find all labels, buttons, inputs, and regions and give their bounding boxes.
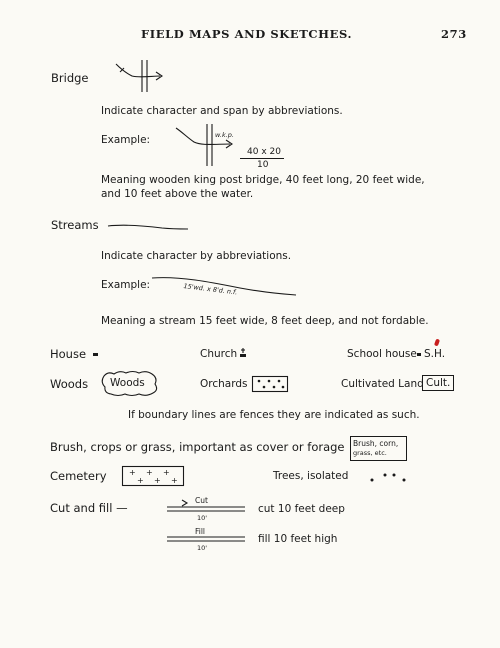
streams-instruction: Indicate character by abbreviations. <box>101 250 292 262</box>
bridge-meaning-line2: and 10 feet above the water. <box>101 188 254 200</box>
streams-meaning: Meaning a stream 15 feet wide, 8 feet deep, and not fordable. <box>101 315 429 327</box>
svg-text:+: + <box>154 476 161 485</box>
cultivated-land-label: Cultivated Land <box>341 378 424 390</box>
stream-abbreviation: 15'wd. x 8'd. n.f. <box>183 282 238 297</box>
cut-word: Cut <box>195 496 208 505</box>
fill-word: Fill <box>195 527 206 536</box>
svg-text:+: + <box>171 476 178 485</box>
svg-text:+: + <box>163 468 170 477</box>
bridge-instruction: Indicate character and span by abbreviations. <box>101 105 343 117</box>
page-number: 273 <box>441 27 467 41</box>
isolated-trees-icon <box>368 470 410 486</box>
orchards-label: Orchards <box>200 378 248 390</box>
cemetery-symbol-icon <box>122 466 184 486</box>
streams-example-label: Example: <box>101 279 151 291</box>
woods-symbol-text: Woods <box>110 377 145 389</box>
bridge-example-icon <box>172 122 252 168</box>
svg-text:+: + <box>137 476 144 485</box>
cut-depth: 10' <box>197 514 208 522</box>
bridge-symbol-icon <box>110 58 170 94</box>
page-title: FIELD MAPS AND SKETCHES. <box>141 27 353 41</box>
church-label: Church <box>200 348 238 360</box>
school-house-label: School house <box>347 348 417 360</box>
woods-label: Woods <box>50 377 89 391</box>
streams-label: Streams <box>51 218 99 232</box>
bridge-label: Bridge <box>51 71 89 85</box>
trees-isolated-label: Trees, isolated <box>273 470 349 482</box>
house-icon <box>93 353 98 356</box>
school-house-icon <box>417 353 421 356</box>
bridge-fraction-top: 40 x 20 <box>247 147 281 157</box>
orchard-symbol-icon <box>252 376 288 392</box>
cultivated-symbol-icon: Cult. <box>422 375 454 391</box>
bridge-abbreviation: w.k.p. <box>215 131 234 139</box>
school-house-abbr: S.H. <box>424 348 446 360</box>
bridge-example-label: Example: <box>101 134 151 146</box>
bridge-meaning-line1: Meaning wooden king post bridge, 40 feet long, 20 feet wide, <box>101 174 425 186</box>
brush-label: Brush, crops or grass, important as cover or forage <box>50 440 345 454</box>
house-label: House <box>50 347 87 361</box>
church-icon <box>239 348 247 358</box>
fill-height: 10' <box>197 544 208 552</box>
red-mark <box>434 339 440 347</box>
brush-symbol-line1: Brush, corn, <box>353 439 399 448</box>
fraction-bar <box>240 158 284 159</box>
cut-meaning: cut 10 feet deep <box>258 503 345 515</box>
boundary-note: If boundary lines are fences they are indicated as such. <box>128 409 420 421</box>
bridge-fraction-bottom: 10 <box>257 160 269 170</box>
brush-symbol-line2: grass, etc. <box>353 449 387 457</box>
fill-meaning: fill 10 feet high <box>258 533 338 545</box>
svg-text:+: + <box>129 468 136 477</box>
stream-line-icon <box>106 220 190 234</box>
cemetery-label: Cemetery <box>50 469 107 483</box>
svg-text:+: + <box>146 468 153 477</box>
cut-and-fill-label: Cut and fill — <box>50 501 128 515</box>
